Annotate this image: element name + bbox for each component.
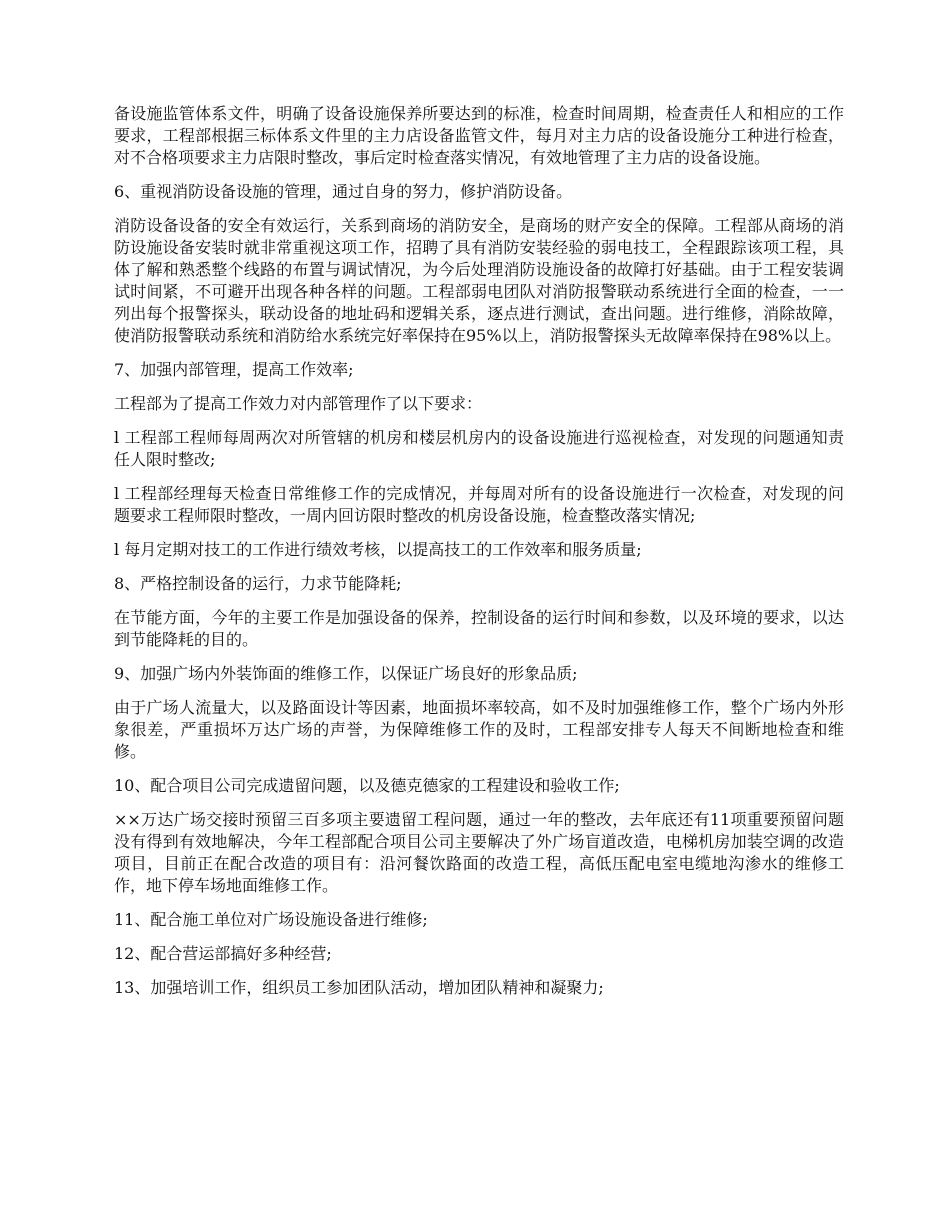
paragraph-supervision-system: 备设施监管体系文件，明确了设备设施保养所要达到的标准，检查时间周期，检查责任人和相应的工作要求，工程部根据三标体系文件里的主力店设备监管文件，每月对主力店的设备设施分工种进行检查，对不合格项要求主力店限时整改，事后定时检查落实情况，有效地管理了主力店的设备设施。 — [114, 104, 844, 167]
paragraph-plaza-maintenance: 由于广场人流量大，以及路面设计等因素，地面损坏率较高，如不及时加强维修工作，整个广场内外形象很差，严重损坏万达广场的声誉，为保障维修工作的及时，工程部安排专人每天不间断地检查和维修。 — [114, 698, 844, 761]
paragraph-internal-requirements-intro: 工程部为了提高工作效力对内部管理作了以下要求： — [114, 394, 483, 413]
paragraph-fire-equipment: 消防设备设备的安全有效运行，关系到商场的消防安全，是商场的财产安全的保障。工程部从商场的消防设施设备安装时就非常重视这项工作，招聘了具有消防安装经验的弱电技工，全程跟踪该项工程，具体了解和熟悉整个线路的布置与调试情况，为今后处理消防设施设备的故障打好基础。由于工程安装调试时间紧，不可避开出现各种各样的问题。工程部弱电团队对消防报警联动系统进行全面的检查，一一列出每个报警探头，联动设备的地址码和逻辑关系，逐点进行测试，查出问题。进行维修，消除故障，使消防报警联动系统和消防给水系统完好率保持在95%以上，消防报警探头无故障率保持在98%以上。 — [114, 216, 844, 345]
heading-item-7: 7、加强内部管理，提高工作效率; — [114, 360, 354, 379]
heading-item-10: 10、配合项目公司完成遗留问题，以及德克德家的工程建设和验收工作; — [114, 776, 620, 795]
bullet-engineer-inspection: l 工程部工程师每周两次对所管辖的机房和楼层机房内的设备设施进行巡视检查，对发现的问题通知责任人限时整改; — [114, 428, 844, 469]
paragraph-energy-saving: 在节能方面，今年的主要工作是加强设备的保养，控制设备的运行时间和参数，以及环境的要求，以达到节能降耗的目的。 — [114, 608, 844, 649]
heading-item-12: 12、配合营运部搞好多种经营; — [114, 944, 332, 963]
heading-item-9: 9、加强广场内外装饰面的维修工作，以保证广场良好的形象品质; — [114, 664, 578, 683]
bullet-manager-inspection: l 工程部经理每天检查日常维修工作的完成情况，并每周对所有的设备设施进行一次检查，对发现的问题要求工程师限时整改，一周内回访限时整改的机房设备设施，检查整改落实情况; — [114, 484, 844, 525]
heading-item-11: 11、配合施工单位对广场设施设备进行维修; — [114, 910, 428, 929]
heading-item-6: 6、重视消防设备设施的管理，通过自身的努力，修护消防设备。 — [114, 182, 573, 201]
heading-item-13: 13、加强培训工作，组织员工参加团队活动，增加团队精神和凝聚力; — [114, 978, 604, 997]
heading-item-8: 8、严格控制设备的运行，力求节能降耗; — [114, 574, 402, 593]
document-page — [114, 103, 844, 1011]
paragraph-legacy-issues: ××万达广场交接时预留三百多项主要遗留工程问题，通过一年的整改，去年底还有11项重要预留问题没有得到有效地解决，今年工程部配合项目公司主要解决了外广场盲道改造，电梯机房加装空调的改造项目，目前正在配合改造的项目有：沿河餐饮路面的改造工程，高低压配电室电缆地沟渗水的维修工作，地下停车场地面维修工作。 — [114, 810, 844, 895]
bullet-monthly-assessment: l 每月定期对技工的工作进行绩效考核，以提高技工的工作效率和服务质量; — [114, 540, 642, 559]
